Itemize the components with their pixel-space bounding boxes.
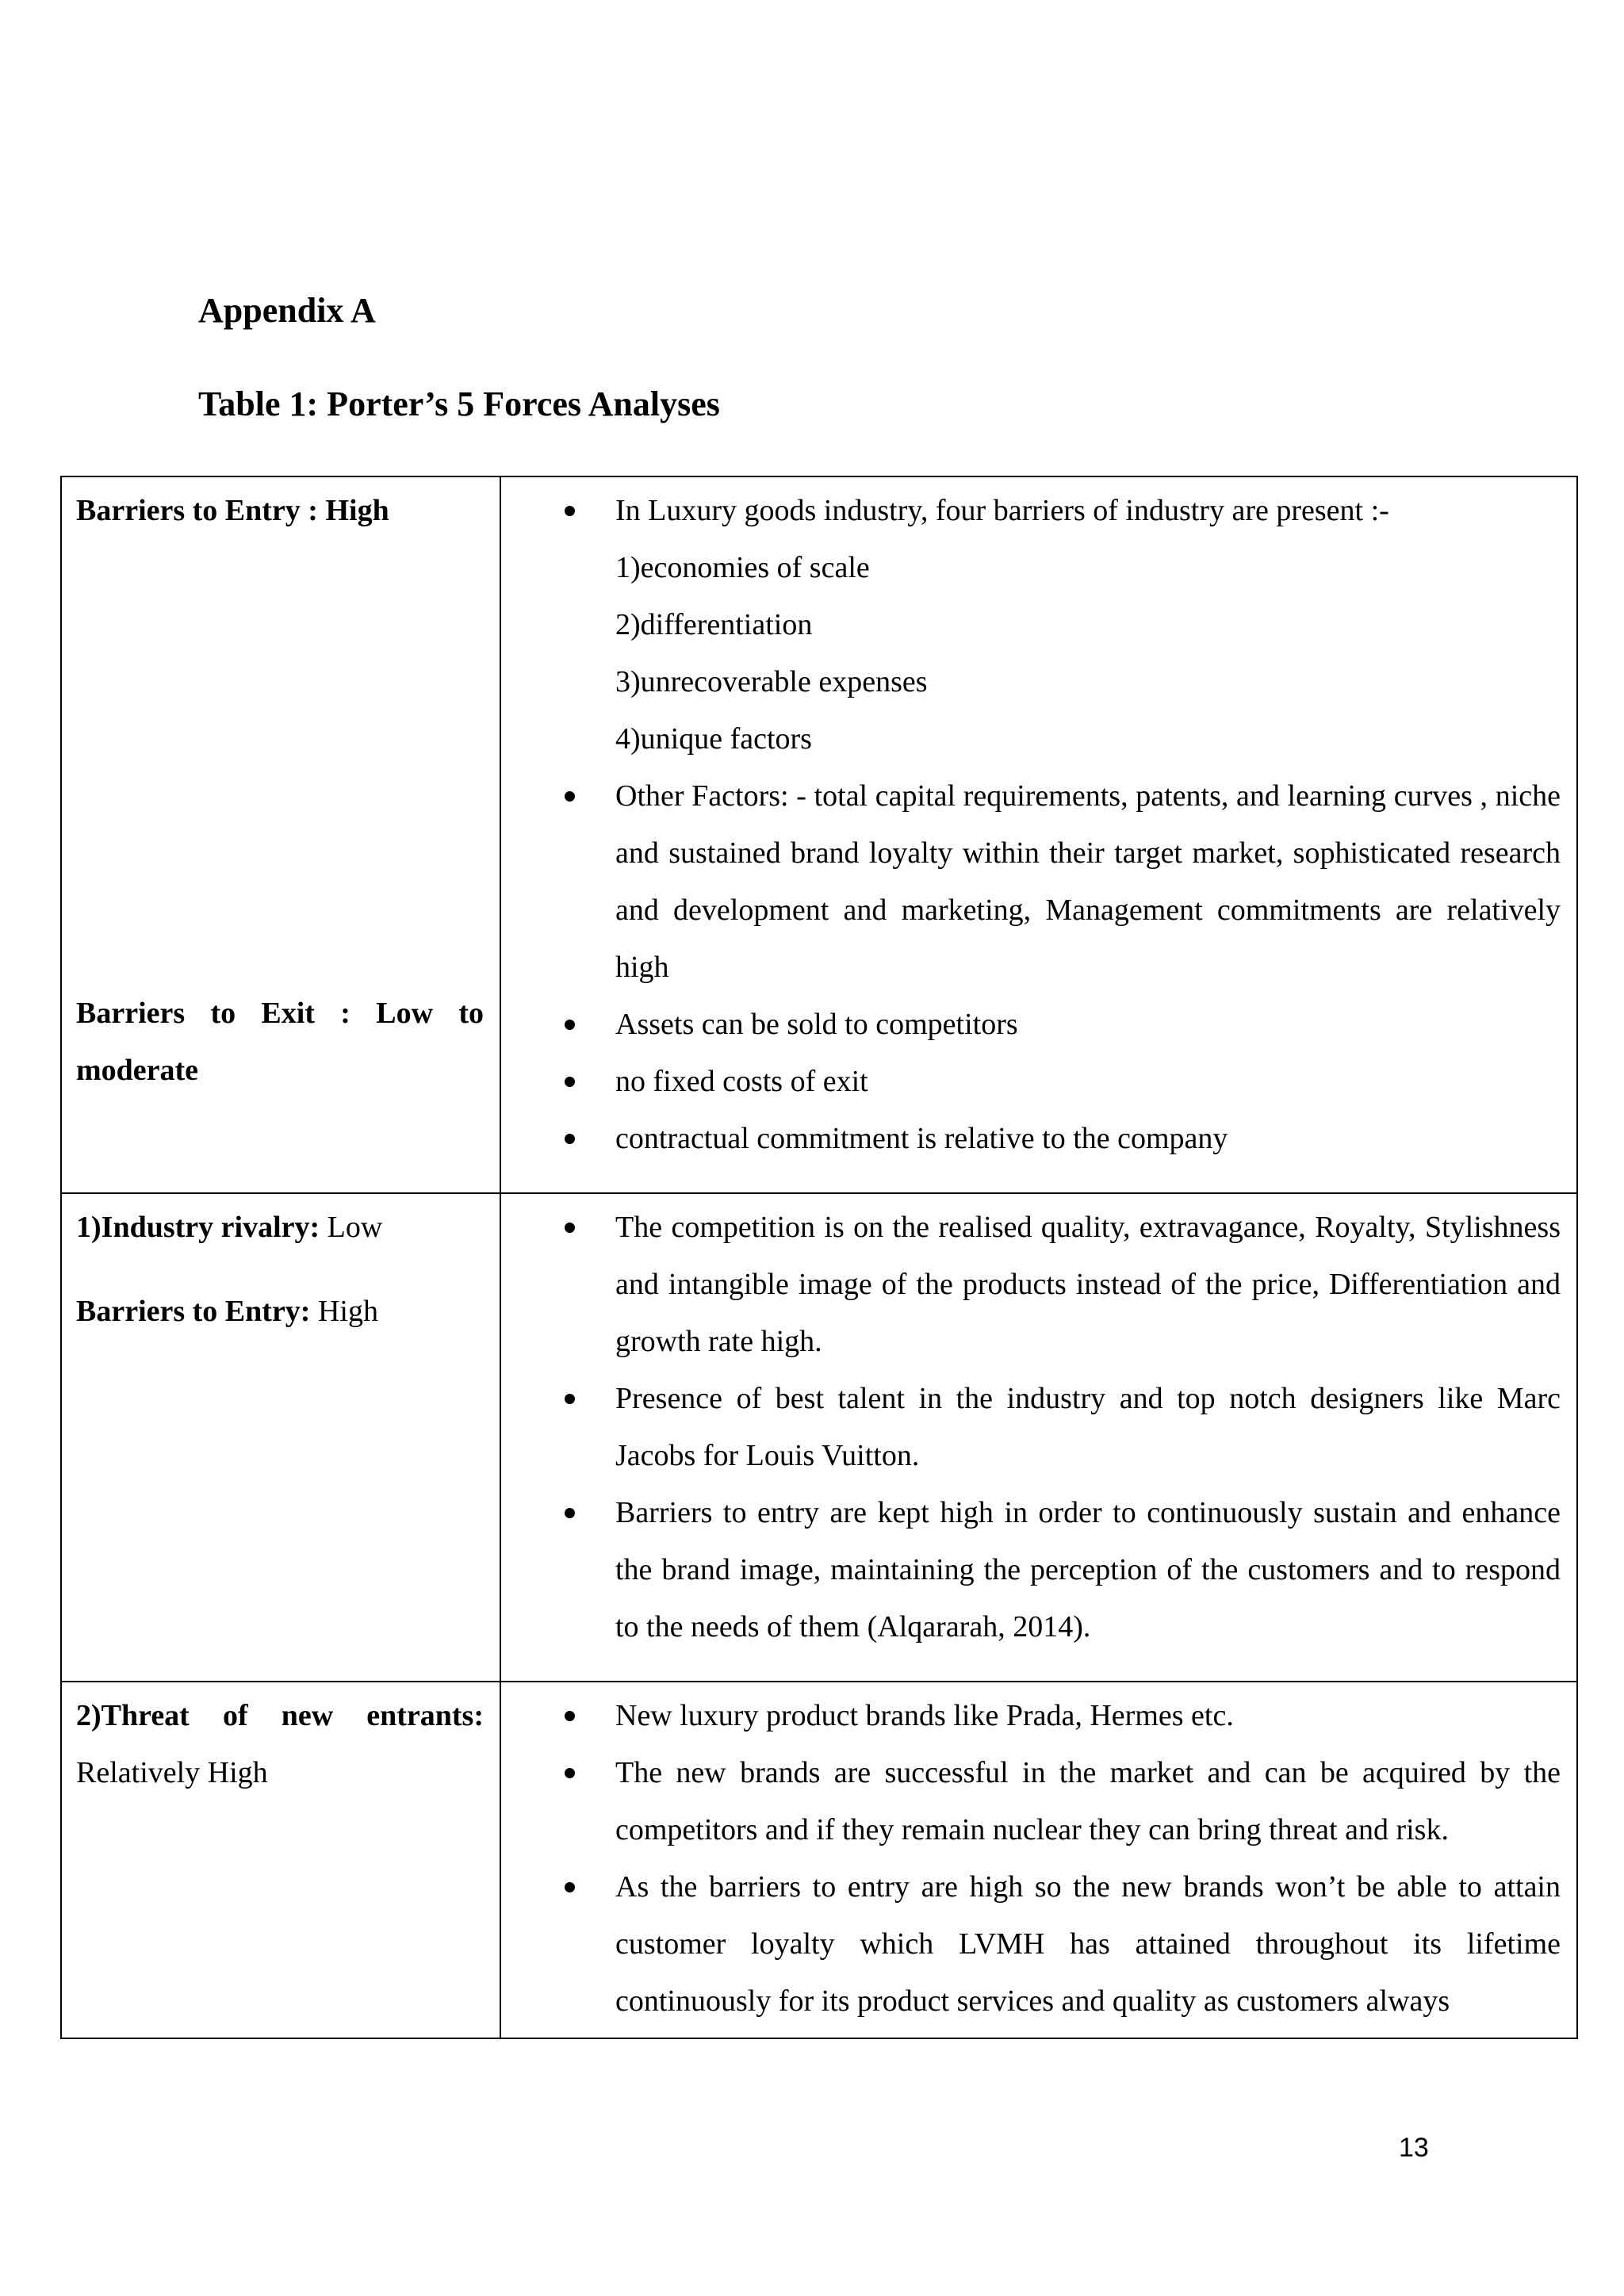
list-item: In Luxury goods industry, four barriers of industry are present :- [501,482,1561,539]
row-label-cell [61,1193,500,1682]
bullet-icon [565,1020,575,1030]
row-label-cell [61,476,500,1193]
bullet-icon [565,506,575,516]
barriers-exit-label: Barriers to Exit : Low to moderate [76,997,484,1087]
bullet-icon [565,1508,575,1518]
row-content-cell [500,1682,1577,2038]
row-label-cell [61,1682,500,2038]
list-item: Barriers to entry are kept high in order to continuously sustain and enhance the brand image, maintaining the perception of the customers and to respond to the needs of them (Alqararah, 2014). [501,1484,1561,1655]
bullet-icon [565,1711,575,1721]
row-content-cell [500,476,1577,1193]
list-item: Presence of best talent in the industry and top notch designers like Marc Jacobs for Louis Vuitton. [501,1370,1561,1484]
list-item: The new brands are successful in the market and can be acquired by the competitors and if they remain nuclear they can bring threat and risk. [501,1744,1561,1858]
table-title: Table 1: Porter’s 5 Forces Analyses [198,385,720,423]
porters-forces-table [60,476,1578,2039]
sub-item: 1)economies of scale [615,551,870,584]
bullet-list [501,1687,1561,2030]
threat-new-entrants-label: 2)Threat of new entrants: Relatively High [76,1699,484,1789]
list-item: contractual commitment is relative to the company [501,1110,1561,1167]
bullet-icon [565,1768,575,1778]
barriers-entry-label: Barriers to Entry: High [76,1295,378,1328]
row-content-cell [500,1193,1577,1682]
sub-item: 2)differentiation [615,608,813,641]
bullet-icon [565,1077,575,1087]
list-item: no fixed costs of exit [501,1053,1561,1110]
list-item: Assets can be sold to competitors [501,996,1561,1053]
barriers-entry-label: Barriers to Entry : High [76,494,389,527]
bullet-icon [565,1882,575,1892]
bullet-icon [565,1223,575,1233]
table-row [61,1193,1577,1682]
list-item: New luxury product brands like Prada, Hermes etc. [501,1687,1561,1744]
bullet-icon [565,1134,575,1144]
bullet-icon [565,1394,575,1404]
list-item: Other Factors: - total capital requirements, patents, and learning curves , niche and sustained brand loyalty within their target market, sophisticated research and development and marketing, Management commitments are relatively high [501,767,1561,996]
appendix-title: Appendix A [198,291,376,330]
bullet-list [501,482,1561,539]
list-item: As the barriers to entry are high so the new brands won’t be able to attain customer loyalty which LVMH has attained throughout its lifetime continuously for its product services and quality as customers always [501,1858,1561,2030]
table-row [61,476,1577,1193]
industry-rivalry-label: 1)Industry rivalry: Low [76,1211,383,1244]
sub-item: 3)unrecoverable expenses [615,665,928,698]
bullet-list [501,1199,1561,1655]
bullet-list [501,767,1561,1167]
bullet-icon [565,791,575,802]
table-row [61,1682,1577,2038]
list-item: The competition is on the realised quality, extravagance, Royalty, Stylishness and intangible image of the products instead of the price, Differentiation and growth rate high. [501,1199,1561,1370]
sub-item: 4)unique factors [615,722,812,756]
page-number: 13 [1399,2133,1429,2163]
